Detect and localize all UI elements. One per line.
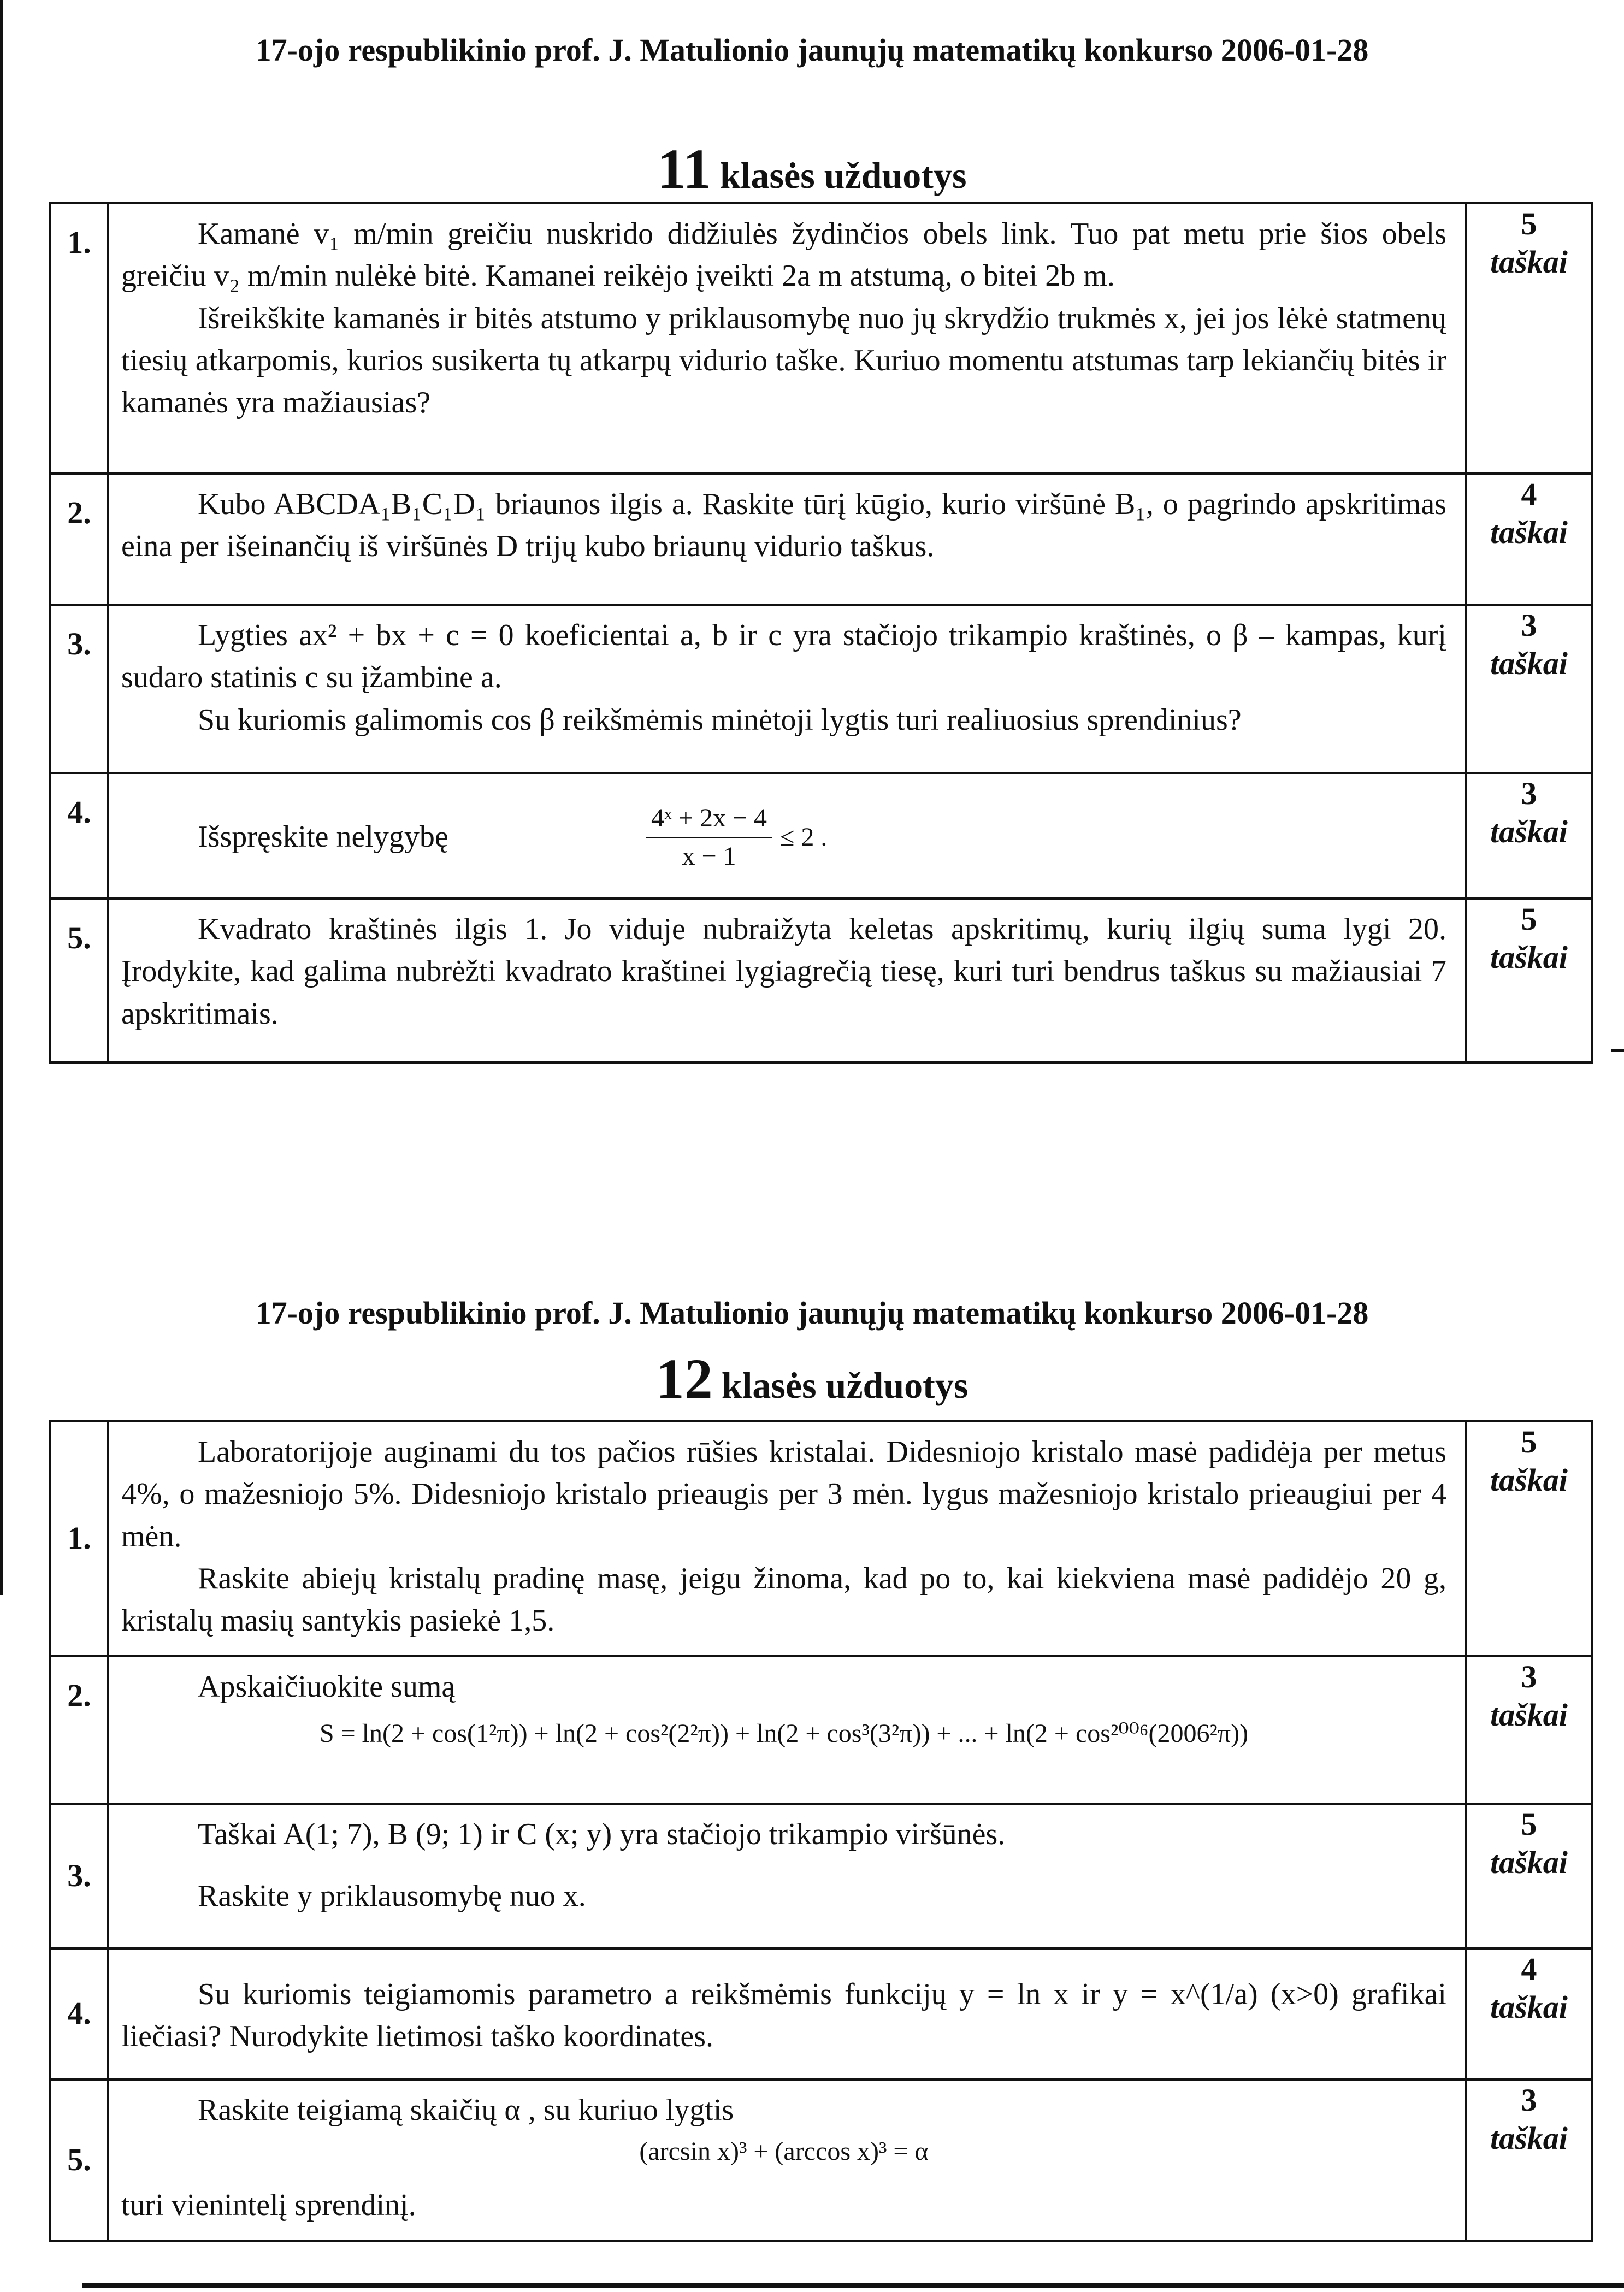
task-body xyxy=(108,773,1466,899)
points-value: 3 xyxy=(1521,776,1537,811)
points-value: 5 xyxy=(1521,1806,1537,1842)
class-number: 11 xyxy=(657,138,711,200)
section-11-heading: 17-ojo respublikinio prof. J. Matulionio jaunųjų matematikų konkurso 2006-01-28 xyxy=(255,32,1369,68)
task-points xyxy=(1466,203,1592,474)
points-value: 4 xyxy=(1521,476,1537,512)
class-number: 12 xyxy=(655,1348,713,1410)
section-12-heading: 17-ojo respublikinio prof. J. Matulionio jaunųjų matematikų konkurso 2006-01-28 xyxy=(255,1295,1369,1331)
points-value: 5 xyxy=(1521,901,1537,937)
task-number: 5. xyxy=(50,2080,108,2241)
task-number: 5. xyxy=(50,899,108,1062)
task-text: Kvadrato kraštinės ilgis 1. Jo viduje nubraižyta keletas apskritimų, kurių ilgių suma lygi 20. Įrodykite, kad galima nubrėžti kvadrato kraštinei lygiagrečią tiesę, kuri turi bendrus taškus su mažiausiai 7 apskritimais. xyxy=(121,912,1446,1031)
points-label: taškai xyxy=(1490,1697,1568,1733)
task-body xyxy=(108,1804,1466,1948)
task-number: 4. xyxy=(50,1948,108,2080)
task-text: Išspręskite nelygybę xyxy=(198,820,448,854)
points-label: taškai xyxy=(1490,939,1568,975)
task-body xyxy=(108,474,1466,605)
task-row xyxy=(50,203,1592,474)
task-body xyxy=(108,605,1466,773)
scan-edge-line xyxy=(82,2283,1624,2288)
section-11-title xyxy=(0,137,1624,202)
task-points xyxy=(1466,1804,1592,1948)
task-row xyxy=(50,1656,1592,1804)
task-row xyxy=(50,1421,1592,1656)
sum-formula: S = ln(2 + cos(1²π)) + ln(2 + cos²(2²π)) + ln(2 + cos³(3²π)) + ... + ln(2 + cos²⁰⁰⁶(2006²π)) xyxy=(319,1719,1249,1748)
points-label: taškai xyxy=(1490,813,1568,849)
scan-edge-line xyxy=(0,0,3,1595)
points-value: 3 xyxy=(1521,2082,1537,2118)
task-text: Su kuriomis teigiamomis parametro a reikšmėmis funkcijų y = ln x ir y = x^(1/a) (x>0) grafikai liečiasi? Nurodykite lietimosi taško koordinates. xyxy=(121,1977,1446,2053)
task-number: 4. xyxy=(50,773,108,899)
points-value: 5 xyxy=(1521,1424,1537,1460)
class-label: klasės užduotys xyxy=(719,155,967,196)
task-points xyxy=(1466,899,1592,1062)
task-body xyxy=(108,899,1466,1062)
scan-edge-line xyxy=(1611,1049,1624,1052)
formula-denominator: x − 1 xyxy=(682,841,736,871)
task-text: Laboratorijoje auginami du tos pačios rūšies kristalai. Didesniojo kristalo masė padidėja per metus 4%, o mažesniojo 5%. Didesniojo kristalo prieaugis per 3 mėn. lygus mažesniojo kristalo prieaugiui per 4 mėn. xyxy=(121,1435,1446,1553)
tasks-table-11 xyxy=(49,202,1593,1064)
task-body xyxy=(108,203,1466,474)
task-text: Išreikškite kamanės ir bitės atstumo y priklausomybę nuo jų skrydžio trukmės x, jei jos lėkė statmenų tiesių atkarpomis, kurios susikerta tų atkarpų vidurio taške. Kuriuo momentu atstumas tarp lekiančių bitės ir kamanės yra mažiausias? xyxy=(121,301,1446,420)
task-row xyxy=(50,1948,1592,2080)
task-points xyxy=(1466,773,1592,899)
task-row xyxy=(50,899,1592,1062)
task-text: Su kuriomis galimomis cos β reikšmėmis minėtoji lygtis turi realiuosius sprendinius? xyxy=(198,702,1242,737)
task-row xyxy=(50,773,1592,899)
points-label: taškai xyxy=(1490,1844,1568,1880)
task-body xyxy=(108,1948,1466,2080)
task-body xyxy=(108,1656,1466,1804)
task-text: Lygties ax² + bx + c = 0 koeficientai a, b ir c yra stačiojo trikampio kraštinės, o β – kampas, kurį sudaro statinis c su įžambine a. xyxy=(121,618,1446,695)
task-points xyxy=(1466,1421,1592,1656)
points-label: taškai xyxy=(1490,514,1568,550)
task-text: Taškai A(1; 7), B (9; 1) ir C (x; y) yra stačiojo trikampio viršūnės. xyxy=(198,1817,1006,1851)
points-value: 3 xyxy=(1521,1659,1537,1694)
points-label: taškai xyxy=(1490,244,1568,280)
task-text: Raskite y priklausomybę nuo x. xyxy=(198,1879,586,1913)
points-value: 4 xyxy=(1521,1951,1537,1987)
task-text: Kamanė v₁ m/min greičiu nuskrido didžiulės žydinčios obels link. Tuo pat metu prie šios obels greičiu v₂ m/min nulėkė bitė. Kamanei reikėjo įveikti 2a m atstumą, o bitei 2b m. xyxy=(121,217,1446,293)
points-value: 3 xyxy=(1521,607,1537,643)
task-row xyxy=(50,474,1592,605)
task-body xyxy=(108,1421,1466,1656)
task-text: Apskaičiuokite sumą xyxy=(198,1670,456,1704)
task-number: 2. xyxy=(50,474,108,605)
formula-rhs: ≤ 2 . xyxy=(780,822,828,852)
task-number: 2. xyxy=(50,1656,108,1804)
task-number: 1. xyxy=(50,1421,108,1656)
task-points xyxy=(1466,2080,1592,2241)
points-label: taškai xyxy=(1490,1989,1568,2025)
task-row xyxy=(50,1804,1592,1948)
points-label: taškai xyxy=(1490,2120,1568,2156)
task-number: 1. xyxy=(50,203,108,474)
task-body xyxy=(108,2080,1466,2241)
task-text: turi vienintelį sprendinį. xyxy=(121,2188,416,2222)
task-row xyxy=(50,605,1592,773)
arcsin-formula: (arcsin x)³ + (arccos x)³ = α xyxy=(639,2137,929,2166)
formula-numerator: 4ˣ + 2x − 4 xyxy=(646,800,772,838)
task-number: 3. xyxy=(50,605,108,773)
task-text: Kubo ABCDA₁B₁C₁D₁ briaunos ilgis a. Raskite tūrį kūgio, kurio viršūnė B₁, o pagrindo apskritimas eina per išeinančių iš viršūnės D trijų kubo briaunų vidurio taškus. xyxy=(121,487,1446,564)
task-points xyxy=(1466,474,1592,605)
section-12-title xyxy=(0,1346,1624,1411)
task-points xyxy=(1466,1948,1592,2080)
task-points xyxy=(1466,605,1592,773)
points-value: 5 xyxy=(1521,206,1537,241)
inequality-formula xyxy=(646,800,827,874)
class-label: klasės užduotys xyxy=(721,1364,969,1406)
task-number: 3. xyxy=(50,1804,108,1948)
points-label: taškai xyxy=(1490,1462,1568,1498)
points-label: taškai xyxy=(1490,645,1568,681)
task-text: Raskite teigiamą skaičių α , su kuriuo lygtis xyxy=(198,2093,734,2127)
task-text: Raskite abiejų kristalų pradinę masę, jeigu žinoma, kad po to, kai kiekviena masė padidėjo 20 g, kristalų masių santykis pasiekė 1,5. xyxy=(121,1561,1446,1638)
task-row xyxy=(50,2080,1592,2241)
tasks-table-12 xyxy=(49,1420,1593,2242)
task-points xyxy=(1466,1656,1592,1804)
